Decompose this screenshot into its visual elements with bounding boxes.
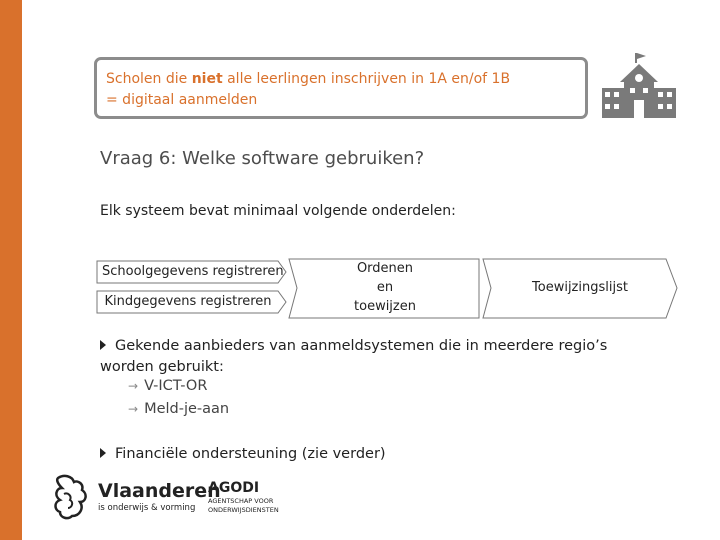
arrow-right-icon: →: [128, 379, 139, 393]
flow-label-toewijzen: toewijzen: [354, 299, 416, 314]
bullet-financiele-ondersteuning: Financiële ondersteuning (zie verder): [100, 444, 386, 465]
sub-item-meld-je-aan: → Meld-je-aan: [128, 401, 230, 417]
bullet-aanbieders-line-2: worden gebruikt:: [100, 359, 224, 375]
vlaanderen-logo-subtext: is onderwijs & vorming: [98, 503, 196, 513]
vlaanderen-logo-text: Vlaanderen: [98, 480, 221, 502]
banner-line-2: = digitaal aanmelden: [106, 92, 258, 108]
flow-label-schoolgegevens: Schoolgegevens registreren: [102, 264, 284, 279]
banner-line-1: Scholen die niet alle leerlingen inschrijven in 1A en/of 1B: [106, 71, 511, 87]
bullet-aanbieders: [100, 336, 660, 378]
arrow-right-icon: →: [128, 402, 139, 416]
vlaanderen-lion-logo-icon: [50, 472, 94, 522]
sub-item-v-ict-or: → V-ICT-OR: [128, 378, 208, 394]
banner-emphasis: niet: [191, 71, 223, 87]
page-title: Vraag 6: Welke software gebruiken?: [100, 148, 425, 169]
agodi-logo-subtext: AGENTSCHAP VOOR ONDERWIJSDIENSTEN: [208, 497, 279, 514]
bullet-triangle-icon: [100, 448, 106, 458]
flow-label-kindgegevens: Kindgegevens registreren: [104, 294, 272, 309]
bullet-triangle-icon: [100, 340, 106, 350]
intro-text: Elk systeem bevat minimaal volgende onderdelen:: [100, 203, 456, 219]
flow-label-toewijzingslijst: Toewijzingslijst: [532, 280, 628, 295]
agodi-logo-text: AGODI: [208, 480, 260, 496]
flow-label-ordenen: Ordenen: [356, 261, 414, 276]
bullet-aanbieders-line-1: Gekende aanbieders van aanmeldsystemen die in meerdere regio’s: [100, 336, 660, 357]
flow-label-en: en: [376, 280, 394, 295]
